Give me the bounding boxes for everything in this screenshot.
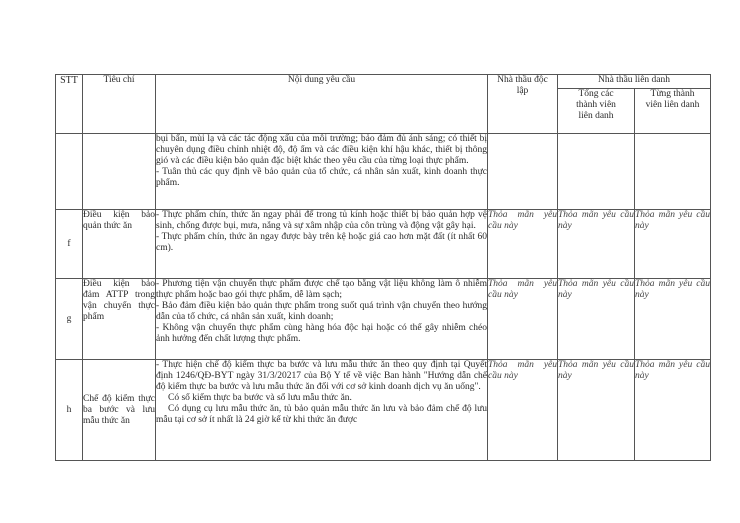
row-jv-each-status: Thỏa mãn yêu cầu này <box>635 210 711 279</box>
content-paragraph: - Bảo đảm điều kiện bảo quản thực phẩm trong suốt quá trình vận chuyển theo hướng dẫn của tổ chức, cá nhân sản xuất, kinh doanh; <box>156 301 487 322</box>
row-stt <box>56 134 83 210</box>
content-paragraph: - Phương tiện vận chuyển thực phẩm được chế tạo bằng vật liệu không làm ô nhiễm thực phẩm hoặc bao gói thực phẩm, dễ làm sạch; <box>156 279 487 300</box>
content-paragraph: - Tuân thủ các quy định về bảo quản của tổ chức, cá nhân sản xuất, kinh doanh thực phẩm. <box>156 167 487 188</box>
table-row <box>56 360 711 461</box>
row-jv-total-status <box>558 134 635 210</box>
row-jv-each-status: Thỏa mãn yêu cầu này <box>635 360 711 461</box>
content-paragraph: bụi bẩn, mùi lạ và các tác động xấu của môi trường; bảo đảm đủ ánh sáng; có thiết bị chuyên dụng điều chỉnh nhiệt độ, độ ẩm và các điều kiện khí hậu khác, thiết bị thông gió và các điều kiện bảo quản đặc biệt khác theo yêu cầu của từng loại thực phẩm. <box>156 134 487 166</box>
row-content <box>156 210 488 279</box>
row-content <box>156 279 488 360</box>
content-paragraph: - Thực phẩm chín, thức ăn ngay phải để trong tủ kính hoặc thiết bị bảo quản hợp vệ sinh, chống được bụi, mưa, nắng và sự xâm nhập của côn trùng và động vật gây hại. <box>156 210 487 231</box>
content-paragraph: - Thực phẩm chín, thức ăn ngay được bày trên kệ hoặc giá cao hơn mặt đất (ít nhất 60 cm). <box>156 232 487 253</box>
row-sole-status: Thỏa mãn yêu cầu này <box>488 360 558 461</box>
row-stt: g <box>56 279 83 360</box>
row-content <box>156 134 488 210</box>
row-criterion: Điều kiện bảo quản thức ăn <box>83 210 156 279</box>
row-jv-total-status: Thỏa mãn yêu cầu này <box>558 210 635 279</box>
content-paragraph: Có dụng cụ lưu mẫu thức ăn, tủ bảo quản mẫu thức ăn lưu và bảo đảm chế độ lưu mẫu tại cơ sở ít nhất là 24 giờ kể từ khi thức ăn được <box>156 404 487 425</box>
row-sole-status <box>488 134 558 210</box>
row-criterion: Chế độ kiểm thực ba bước và lưu mẫu thức ăn <box>83 360 156 461</box>
criteria-table <box>55 74 711 461</box>
table-row <box>56 279 711 360</box>
header-content: Nội dung yêu cầu <box>156 75 488 134</box>
row-sole-status: Thỏa mãn yêu cầu này <box>488 210 558 279</box>
header-criterion: Tiêu chí <box>83 75 156 134</box>
table-row <box>56 210 711 279</box>
row-jv-each-status <box>635 134 711 210</box>
content-paragraph: - Thực hiện chế độ kiểm thực ba bước và lưu mẫu thức ăn theo quy định tại Quyết định 1246/QĐ-BYT ngày 31/3/20217 của Bộ Y tế về việc Ban hành "Hướng dẫn chế độ kiểm thực ba bước và lưu mẫu thức ăn đối với cơ sở kinh doanh dịch vụ ăn uống". <box>156 360 487 392</box>
row-stt: h <box>56 360 83 461</box>
content-paragraph: Có sổ kiểm thực ba bước và sổ lưu mẫu thức ăn. <box>168 393 352 403</box>
row-jv-total-status: Thỏa mãn yêu cầu này <box>558 360 635 461</box>
content-paragraph: - Không vận chuyển thực phẩm cùng hàng hóa độc hại hoặc có thể gây nhiễm chéo ảnh hưởng đến chất lượng thực phẩm. <box>156 323 487 344</box>
header-sole-bidder: Nhà thầu độc lập <box>488 75 558 134</box>
row-criterion: Điều kiện bảo đảm ATTP trong vận chuyển thực phẩm <box>83 279 156 360</box>
row-stt: f <box>56 210 83 279</box>
row-jv-each-status: Thỏa mãn yêu cầu này <box>635 279 711 360</box>
row-content <box>156 360 488 461</box>
header-jv-total: Tổng các thành viên liên danh <box>558 89 635 134</box>
row-sole-status: Thỏa mãn yêu cầu này <box>488 279 558 360</box>
row-jv-total-status: Thỏa mãn yêu cầu này <box>558 279 635 360</box>
row-criterion <box>83 134 156 210</box>
header-stt: STT <box>56 75 83 134</box>
table-header-row <box>56 75 711 89</box>
document-page <box>55 0 710 523</box>
header-jv-each: Từng thành viên liên danh <box>635 89 711 134</box>
header-joint-venture: Nhà thầu liên danh <box>558 75 711 89</box>
table-row <box>56 134 711 210</box>
